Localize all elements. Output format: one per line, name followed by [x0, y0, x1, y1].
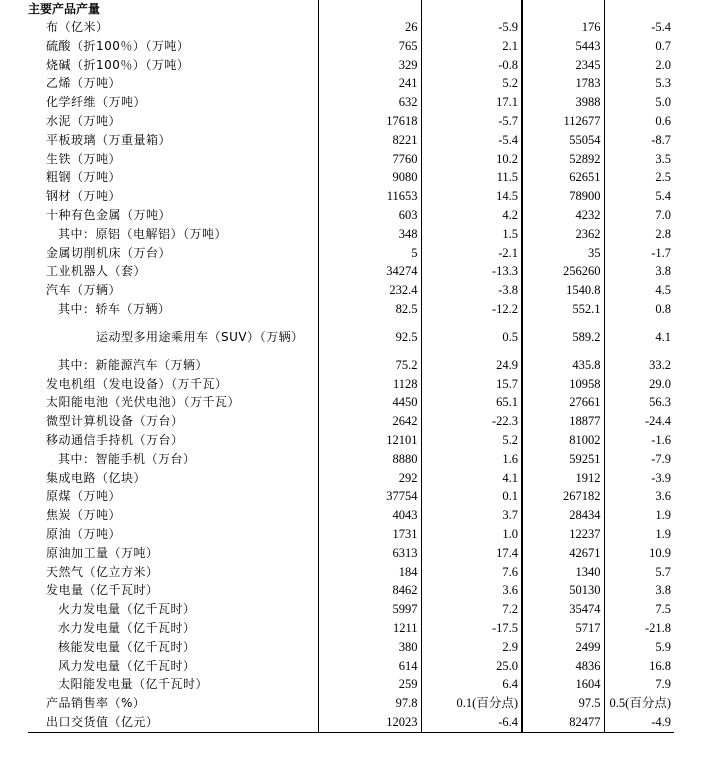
- table-row: [28, 581, 674, 600]
- cumulative-output: 97.5: [522, 694, 604, 713]
- month-growth: -5.4: [421, 131, 522, 150]
- table-row: [28, 487, 674, 506]
- month-growth: 25.0: [421, 657, 522, 676]
- month-output: 603: [318, 206, 421, 225]
- product-name: 十种有色金属（万吨）: [46, 207, 172, 222]
- product-name: 水力发电量（亿千瓦时）: [58, 620, 196, 635]
- month-output: 5: [318, 244, 421, 263]
- product-name: 焦炭（万吨）: [46, 508, 122, 523]
- product-name: 微型计算机设备（万台）: [46, 414, 184, 429]
- month-output: 4043: [318, 506, 421, 525]
- month-growth: 6.4: [421, 675, 522, 694]
- cumulative-output: 50130: [522, 581, 604, 600]
- product-name: 原煤（万吨）: [46, 489, 122, 504]
- table-row: [28, 300, 674, 319]
- cumulative-growth: 5.9: [604, 638, 674, 657]
- month-growth: 3.7: [421, 506, 522, 525]
- cumulative-output: 18877: [522, 412, 604, 431]
- cumulative-growth: 16.8: [604, 657, 674, 676]
- product-name: 其中：原铝（电解铝）（万吨）: [58, 226, 228, 241]
- cumulative-output: 2499: [522, 638, 604, 657]
- month-output: 11653: [318, 187, 421, 206]
- cumulative-output: 1912: [522, 469, 604, 488]
- cumulative-growth: -7.9: [604, 450, 674, 469]
- cumulative-output: 4232: [522, 206, 604, 225]
- header-cell: [421, 0, 522, 18]
- cumulative-output: 2345: [522, 56, 604, 75]
- cumulative-growth: 0.7: [604, 37, 674, 56]
- product-name: 产品销售率（%）: [46, 696, 146, 711]
- cumulative-output: 435.8: [522, 356, 604, 375]
- table-row: [28, 112, 674, 131]
- month-growth: -12.2: [421, 300, 522, 319]
- month-growth: -2.1: [421, 244, 522, 263]
- cumulative-output: 35474: [522, 600, 604, 619]
- product-name: 发电量（亿千瓦时）: [46, 583, 159, 598]
- month-output: 259: [318, 675, 421, 694]
- month-growth: 0.1: [421, 487, 522, 506]
- month-growth: -17.5: [421, 619, 522, 638]
- cumulative-output: 1604: [522, 675, 604, 694]
- cumulative-growth: 56.3: [604, 393, 674, 412]
- product-name: 其中：智能手机（万台）: [58, 451, 196, 466]
- cumulative-growth: -8.7: [604, 131, 674, 150]
- cumulative-output: 1540.8: [522, 281, 604, 300]
- month-growth: -6.4: [421, 713, 522, 732]
- month-growth: 24.9: [421, 356, 522, 375]
- product-name: 其中：新能源汽车（万辆）: [58, 357, 209, 372]
- table-row: [28, 694, 674, 713]
- table-row: [28, 131, 674, 150]
- month-growth: 7.2: [421, 600, 522, 619]
- table-row: [28, 168, 674, 187]
- month-growth: 17.4: [421, 544, 522, 563]
- cumulative-growth: 1.9: [604, 525, 674, 544]
- table-row: [28, 600, 674, 619]
- month-output: 232.4: [318, 281, 421, 300]
- month-output: 75.2: [318, 356, 421, 375]
- month-output: 17618: [318, 112, 421, 131]
- month-output: 8880: [318, 450, 421, 469]
- month-output: 1211: [318, 619, 421, 638]
- month-output: 34274: [318, 262, 421, 281]
- month-growth: -22.3: [421, 412, 522, 431]
- month-growth: 17.1: [421, 93, 522, 112]
- table-row: [28, 544, 674, 563]
- table-row: [28, 225, 674, 244]
- product-name: 核能发电量（亿千瓦时）: [58, 639, 196, 654]
- month-growth: -0.8: [421, 56, 522, 75]
- cumulative-growth: 5.4: [604, 187, 674, 206]
- table-row: [28, 244, 674, 263]
- product-name: 粗钢（万吨）: [46, 170, 122, 185]
- cumulative-growth: 7.0: [604, 206, 674, 225]
- cumulative-output: 12237: [522, 525, 604, 544]
- month-output: 26: [318, 18, 421, 37]
- month-output: 241: [318, 74, 421, 93]
- month-growth: 14.5: [421, 187, 522, 206]
- cumulative-growth: -5.4: [604, 18, 674, 37]
- month-growth: -5.7: [421, 112, 522, 131]
- month-growth: 1.5: [421, 225, 522, 244]
- month-output: 1731: [318, 525, 421, 544]
- month-growth: 5.2: [421, 431, 522, 450]
- cumulative-growth: 0.6: [604, 112, 674, 131]
- header-cell: [522, 0, 604, 18]
- cumulative-growth: 10.9: [604, 544, 674, 563]
- cumulative-output: 28434: [522, 506, 604, 525]
- month-output: 380: [318, 638, 421, 657]
- table-row: [28, 619, 674, 638]
- section-heading-row: [28, 0, 674, 18]
- table-row: [28, 150, 674, 169]
- table-row: [28, 657, 674, 676]
- cumulative-output: 62651: [522, 168, 604, 187]
- cumulative-growth: 0.5(百分点): [604, 694, 674, 713]
- cumulative-growth: 7.5: [604, 600, 674, 619]
- cumulative-output: 59251: [522, 450, 604, 469]
- table-row: [28, 563, 674, 582]
- cumulative-growth: 5.0: [604, 93, 674, 112]
- month-growth: 11.5: [421, 168, 522, 187]
- cumulative-growth: -4.9: [604, 713, 674, 732]
- product-name: 太阳能发电量（亿千瓦时）: [58, 677, 209, 692]
- cumulative-output: 81002: [522, 431, 604, 450]
- month-output: 348: [318, 225, 421, 244]
- cumulative-output: 52892: [522, 150, 604, 169]
- table-row: [28, 638, 674, 657]
- cumulative-growth: -24.4: [604, 412, 674, 431]
- month-growth: 2.9: [421, 638, 522, 657]
- cumulative-growth: 2.8: [604, 225, 674, 244]
- month-output: 765: [318, 37, 421, 56]
- cumulative-growth: 4.1: [604, 319, 674, 356]
- product-name: 天然气（亿立方米）: [46, 564, 159, 579]
- cumulative-output: 1783: [522, 74, 604, 93]
- cumulative-growth: 29.0: [604, 375, 674, 394]
- cumulative-growth: 3.8: [604, 262, 674, 281]
- table-row: [28, 74, 674, 93]
- month-output: 329: [318, 56, 421, 75]
- cumulative-growth: 3.5: [604, 150, 674, 169]
- cumulative-growth: -21.8: [604, 619, 674, 638]
- month-growth: 15.7: [421, 375, 522, 394]
- month-growth: 7.6: [421, 563, 522, 582]
- product-name: 集成电路（亿块）: [46, 470, 147, 485]
- cumulative-growth: 3.8: [604, 581, 674, 600]
- month-growth: 0.5: [421, 319, 522, 356]
- month-growth: -13.3: [421, 262, 522, 281]
- cumulative-growth: 5.7: [604, 563, 674, 582]
- cumulative-output: 35: [522, 244, 604, 263]
- cumulative-growth: 4.5: [604, 281, 674, 300]
- table-row: [28, 187, 674, 206]
- cumulative-output: 5717: [522, 619, 604, 638]
- table-row: [28, 431, 674, 450]
- month-output: 12101: [318, 431, 421, 450]
- table-row: [28, 675, 674, 694]
- cumulative-growth: 2.5: [604, 168, 674, 187]
- table-row: [28, 393, 674, 412]
- cumulative-growth: -1.6: [604, 431, 674, 450]
- cumulative-output: 2362: [522, 225, 604, 244]
- month-output: 8462: [318, 581, 421, 600]
- section-heading: 主要产品产量: [28, 2, 101, 16]
- cumulative-output: 256260: [522, 262, 604, 281]
- table-row: [28, 469, 674, 488]
- product-name-text: 运动型多用途乘用车（SUV）（万辆）: [96, 330, 304, 344]
- product-name: 发电机组（发电设备）（万千瓦）: [46, 376, 228, 391]
- product-name: 原油（万吨）: [46, 526, 122, 541]
- cumulative-output: 10958: [522, 375, 604, 394]
- table-row: [28, 18, 674, 37]
- product-name: 乙烯（万吨）: [46, 76, 122, 91]
- table-row: [28, 37, 674, 56]
- cumulative-growth: 33.2: [604, 356, 674, 375]
- cumulative-output: 4836: [522, 657, 604, 676]
- cumulative-growth: 1.9: [604, 506, 674, 525]
- product-name: 水泥（万吨）: [46, 113, 122, 128]
- product-name: 其中：轿车（万辆）: [58, 301, 171, 316]
- month-growth: 2.1: [421, 37, 522, 56]
- month-growth: -3.8: [421, 281, 522, 300]
- product-name: [28, 319, 318, 356]
- product-name: 火力发电量（亿千瓦时）: [58, 602, 196, 617]
- cumulative-output: 176: [522, 18, 604, 37]
- product-name: 风力发电量（亿千瓦时）: [58, 658, 196, 673]
- cumulative-output: 42671: [522, 544, 604, 563]
- product-name: 烧碱（折100％）（万吨）: [46, 57, 190, 72]
- table-row: [28, 206, 674, 225]
- cumulative-output: 267182: [522, 487, 604, 506]
- table-row: [28, 93, 674, 112]
- month-output: 2642: [318, 412, 421, 431]
- product-name: 原油加工量（万吨）: [46, 545, 159, 560]
- product-name: 出口交货值（亿元）: [28, 713, 318, 732]
- product-name: 生铁（万吨）: [46, 151, 122, 166]
- table-row: [28, 281, 674, 300]
- month-output: 6313: [318, 544, 421, 563]
- product-name: 钢材（万吨）: [46, 189, 122, 204]
- month-output: 184: [318, 563, 421, 582]
- month-growth: 5.2: [421, 74, 522, 93]
- product-name: 布（亿米）: [46, 20, 109, 34]
- product-name: 硫酸（折100％）（万吨）: [46, 38, 190, 53]
- cumulative-output: 5443: [522, 37, 604, 56]
- product-name: 汽车（万辆）: [46, 283, 122, 298]
- cumulative-growth: 3.6: [604, 487, 674, 506]
- month-output: 5997: [318, 600, 421, 619]
- month-growth: 1.0: [421, 525, 522, 544]
- table-row: [28, 375, 674, 394]
- month-output: 7760: [318, 150, 421, 169]
- table-row: [28, 356, 674, 375]
- month-output: 632: [318, 93, 421, 112]
- cumulative-output: 78900: [522, 187, 604, 206]
- cumulative-growth: -1.7: [604, 244, 674, 263]
- header-cell: [604, 0, 674, 18]
- table-row: [28, 56, 674, 75]
- table-row: [28, 412, 674, 431]
- month-growth: 3.6: [421, 581, 522, 600]
- product-name: 太阳能电池（光伏电池）（万千瓦）: [46, 395, 241, 410]
- cumulative-growth: 0.8: [604, 300, 674, 319]
- cumulative-output: 27661: [522, 393, 604, 412]
- cumulative-output: 1340: [522, 563, 604, 582]
- month-growth: 0.1(百分点): [421, 694, 522, 713]
- month-growth: 10.2: [421, 150, 522, 169]
- month-output: 614: [318, 657, 421, 676]
- month-growth: -5.9: [421, 18, 522, 37]
- month-growth: 1.6: [421, 450, 522, 469]
- table-row: [28, 450, 674, 469]
- cumulative-output: 589.2: [522, 319, 604, 356]
- table-body: [28, 0, 674, 732]
- cumulative-output: 82477: [522, 713, 604, 732]
- month-growth: 4.1: [421, 469, 522, 488]
- cumulative-growth: 5.3: [604, 74, 674, 93]
- table-row: [28, 525, 674, 544]
- table-row: [28, 713, 674, 732]
- cumulative-growth: 2.0: [604, 56, 674, 75]
- table-row: [28, 506, 674, 525]
- month-output: 1128: [318, 375, 421, 394]
- product-name: 平板玻璃（万重量箱）: [46, 132, 172, 147]
- product-name: 工业机器人（套）: [46, 264, 147, 279]
- cumulative-output: 552.1: [522, 300, 604, 319]
- cumulative-growth: -3.9: [604, 469, 674, 488]
- table-row: [28, 319, 674, 356]
- cumulative-output: 3988: [522, 93, 604, 112]
- month-output: 97.8: [318, 694, 421, 713]
- product-name: 移动通信手持机（万台）: [46, 432, 184, 447]
- product-name: 化学纤维（万吨）: [46, 95, 147, 110]
- month-output: 82.5: [318, 300, 421, 319]
- month-output: 37754: [318, 487, 421, 506]
- product-name: 金属切削机床（万台）: [46, 245, 172, 260]
- month-output: 8221: [318, 131, 421, 150]
- cumulative-output: 55054: [522, 131, 604, 150]
- month-output: 292: [318, 469, 421, 488]
- cumulative-growth: 7.9: [604, 675, 674, 694]
- table-container: [28, 0, 674, 733]
- month-growth: 65.1: [421, 393, 522, 412]
- month-output: 4450: [318, 393, 421, 412]
- table-row: [28, 262, 674, 281]
- cumulative-output: 112677: [522, 112, 604, 131]
- header-cell: [318, 0, 421, 18]
- month-output: 92.5: [318, 319, 421, 356]
- month-growth: 4.2: [421, 206, 522, 225]
- month-output: 12023: [318, 713, 421, 732]
- production-table: [28, 0, 674, 733]
- month-output: 9080: [318, 168, 421, 187]
